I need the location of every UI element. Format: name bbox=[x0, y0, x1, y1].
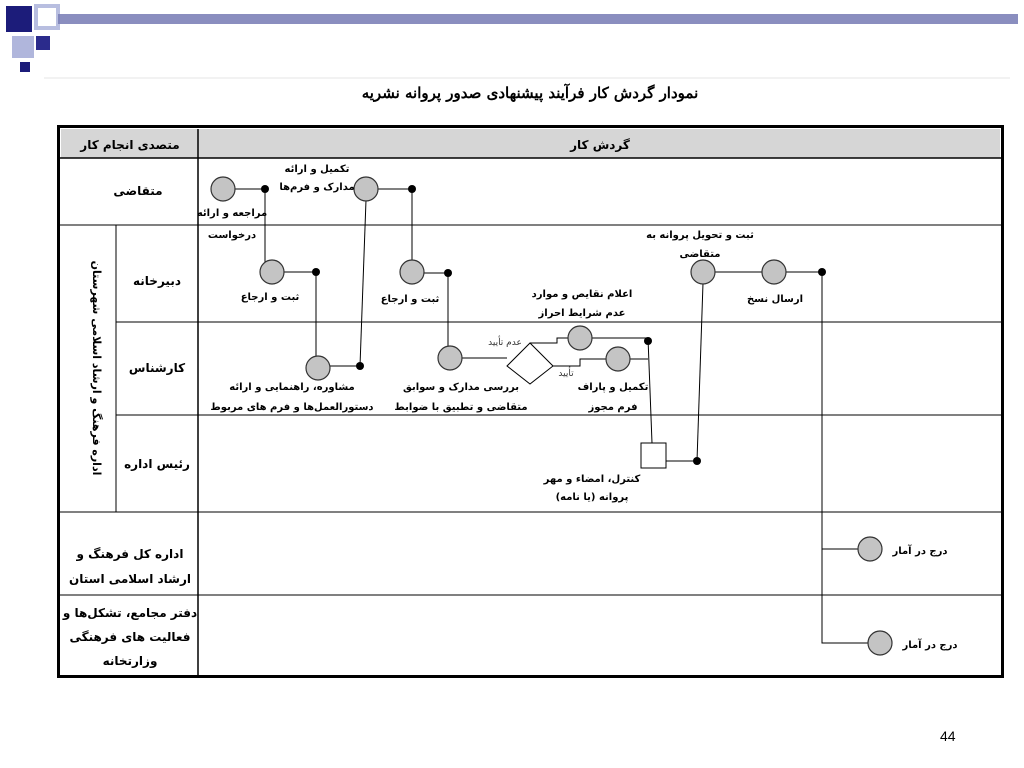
corner-decoration bbox=[6, 6, 1018, 72]
node-visit-request bbox=[211, 177, 235, 201]
label-stats-province: درج در آمار bbox=[892, 546, 948, 557]
page-title: نمودار گردش کار فرآیند پیشنهادی صدور پروانه نشریه bbox=[361, 84, 699, 102]
label-complete-docs-2: مدارک و فرم‌ها bbox=[279, 182, 355, 193]
lane-province-1: اداره کل فرهنگ و bbox=[76, 547, 184, 561]
lane-expert: کارشناس bbox=[128, 361, 186, 375]
node-announce-defects bbox=[568, 326, 592, 350]
label-not-approved: عدم تأیید bbox=[488, 338, 522, 348]
label-announce-defects-1: اعلام نقایص و موارد bbox=[531, 289, 633, 300]
lane-ministry-2: فعالیت های فرهنگی bbox=[69, 630, 191, 644]
node-stats-province bbox=[858, 537, 882, 561]
label-register-deliver-2: متقاضی bbox=[679, 249, 721, 260]
lane-ministry-1: دفتر مجامع، تشکل‌ها و bbox=[62, 606, 198, 620]
label-visit-request-2: درخواست bbox=[207, 230, 257, 241]
label-register-refer-2: ثبت و ارجاع bbox=[380, 294, 440, 305]
lane-secretariat: دبیرخانه bbox=[133, 274, 181, 288]
lane-head: رئیس اداره bbox=[124, 457, 190, 471]
node-review-docs bbox=[438, 346, 462, 370]
label-consult-1: مشاوره، راهنمایی و ارائه bbox=[229, 382, 355, 393]
node-consult bbox=[306, 356, 330, 380]
label-complete-sign-1: تکمیل و پاراف bbox=[577, 382, 649, 393]
label-announce-defects-2: عدم شرایط احراز bbox=[538, 308, 626, 319]
label-complete-docs-1: تکمیل و ارائه bbox=[284, 164, 350, 175]
label-stats-ministry: درج در آمار bbox=[902, 640, 958, 651]
label-consult-2: دستورالعمل‌ها و فرم های مربوط bbox=[210, 402, 374, 413]
control-sign-box bbox=[641, 443, 666, 468]
junction-dot bbox=[818, 268, 826, 276]
header-workflow: گردش کار bbox=[570, 138, 630, 152]
lane-group: اداره فرهنگ و ارشاد اسلامی شهرستان bbox=[90, 260, 103, 476]
label-register-refer-1: ثبت و ارجاع bbox=[240, 292, 300, 303]
junction-dot bbox=[644, 337, 652, 345]
junction-dot bbox=[408, 185, 416, 193]
node-send-copies bbox=[762, 260, 786, 284]
page-number: 44 bbox=[940, 728, 956, 744]
header-actor: متصدی انجام کار bbox=[80, 138, 180, 152]
junction-dot bbox=[356, 362, 364, 370]
label-approved: تأیید bbox=[558, 369, 574, 379]
node-stats-ministry bbox=[868, 631, 892, 655]
label-control-sign-2: پروانه (یا نامه) bbox=[555, 492, 629, 503]
lane-ministry-3: وزارتخانه bbox=[102, 654, 158, 668]
label-review-docs-2: متقاضی و تطبیق با ضوابط bbox=[394, 402, 528, 413]
table-header-bg bbox=[61, 129, 1000, 158]
node-complete-docs bbox=[354, 177, 378, 201]
junction-dot bbox=[312, 268, 320, 276]
junction-dot bbox=[444, 269, 452, 277]
junction-dot bbox=[261, 185, 269, 193]
node-register-deliver bbox=[691, 260, 715, 284]
label-visit-request-1: مراجعه و ارائه bbox=[196, 208, 268, 219]
node-complete-sign bbox=[606, 347, 630, 371]
junction-dot bbox=[693, 457, 701, 465]
label-review-docs-1: بررسی مدارک و سوابق bbox=[402, 382, 520, 393]
lane-applicant: متقاضی bbox=[113, 184, 163, 198]
node-register-refer-1 bbox=[260, 260, 284, 284]
label-register-deliver-1: ثبت و تحویل پروانه به bbox=[646, 230, 754, 241]
label-control-sign-1: کنترل، امضاء و مهر bbox=[543, 474, 641, 485]
label-send-copies: ارسال نسخ bbox=[746, 294, 804, 305]
label-complete-sign-2: فرم مجوز bbox=[588, 402, 638, 413]
node-register-refer-2 bbox=[400, 260, 424, 284]
lane-province-2: ارشاد اسلامی استان bbox=[69, 572, 191, 586]
